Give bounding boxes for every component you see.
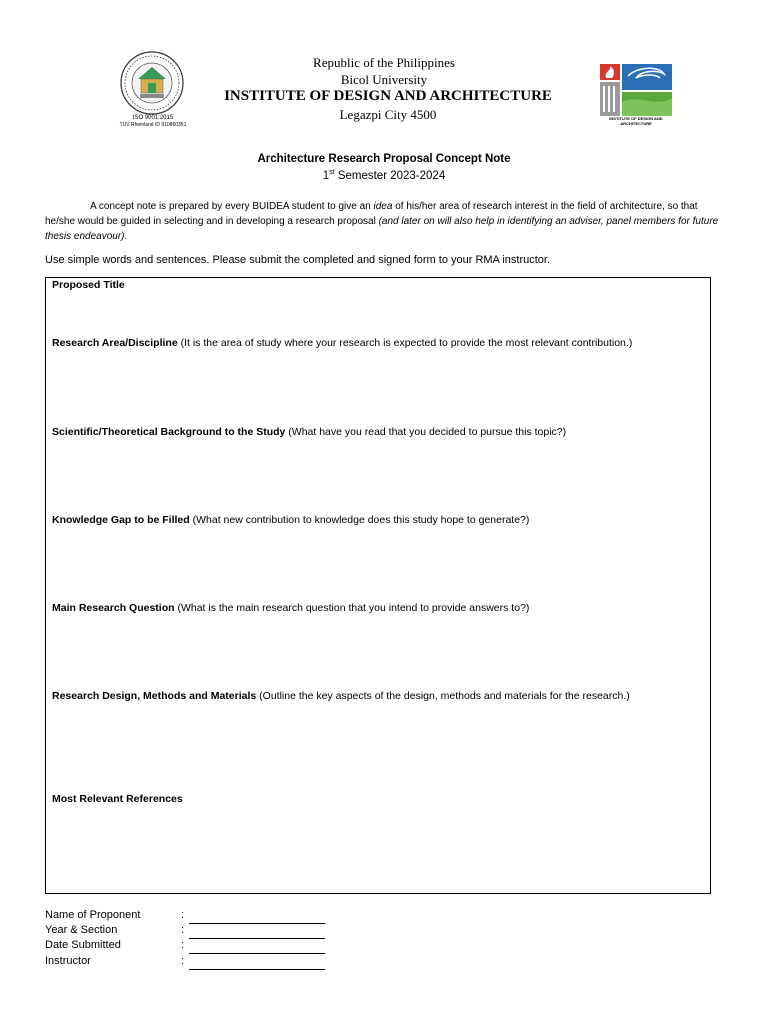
field-label: Date Submitted (45, 939, 121, 951)
section-research-area[interactable]: Research Area/Discipline (It is the area of study where your research is expected to provide the most relevant contribution.) (52, 337, 633, 349)
section-research-design[interactable]: Research Design, Methods and Materials (Outline the key aspects of the design, methods and materials for the research.) (52, 690, 630, 702)
iso-certification: ISO 9001:2015 (132, 115, 174, 121)
name-of-proponent-line[interactable] (189, 911, 325, 924)
section-main-research-question[interactable]: Main Research Question (What is the main research question that you intend to provide answers to?) (52, 602, 530, 614)
iso-rheinland-id: TUV Rheinland ID 910860351 (119, 122, 187, 128)
field-label: Name of Proponent (45, 909, 141, 921)
field-colon: : (181, 939, 185, 951)
field-colon: : (181, 924, 185, 936)
document-title: Architecture Research Proposal Concept Note (257, 153, 511, 165)
field-colon: : (181, 955, 185, 967)
header-city: Legazpi City 4500 (339, 107, 437, 122)
header-republic: Republic of the Philippines (313, 55, 455, 70)
section-references[interactable]: Most Relevant References (52, 793, 183, 805)
document-semester: 1st Semester 2023-2024 (322, 169, 446, 182)
section-theoretical-background[interactable]: Scientific/Theoretical Background to the Study (What have you read that you decided to pursue this topic?) (52, 426, 567, 438)
date-submitted-line[interactable] (189, 941, 325, 954)
instructor-line[interactable] (189, 957, 325, 970)
submission-instruction: Use simple words and sentences. Please submit the completed and signed form to your RMA instructor. (45, 254, 551, 266)
institute-logo-caption: INSTITUTE OF DESIGN AND ARCHITECTURE (609, 116, 663, 126)
field-colon: : (181, 909, 185, 921)
year-section-line[interactable] (189, 926, 325, 939)
section-knowledge-gap[interactable]: Knowledge Gap to be Filled (What new contribution to knowledge does this study hope to generate?) (52, 514, 530, 526)
concept-note-form-box (45, 277, 711, 894)
institute-logo (598, 62, 674, 118)
intro-paragraph: A concept note is prepared by every BUIDEA student to give an idea of his/her area of research interest in the field of architecture, so that he/she would be guided in selecting and in developing a research proposal (and later on will also help in identifying an adviser, panel members for future thesis endeavour). (45, 201, 719, 242)
header-institute: INSTITUTE OF DESIGN AND ARCHITECTURE (224, 88, 552, 104)
section-proposed-title[interactable]: Proposed Title (52, 279, 125, 291)
university-seal-logo (118, 50, 186, 116)
field-label: Instructor (45, 955, 91, 967)
field-label: Year & Section (45, 924, 118, 936)
header-university: Bicol University (340, 72, 428, 87)
